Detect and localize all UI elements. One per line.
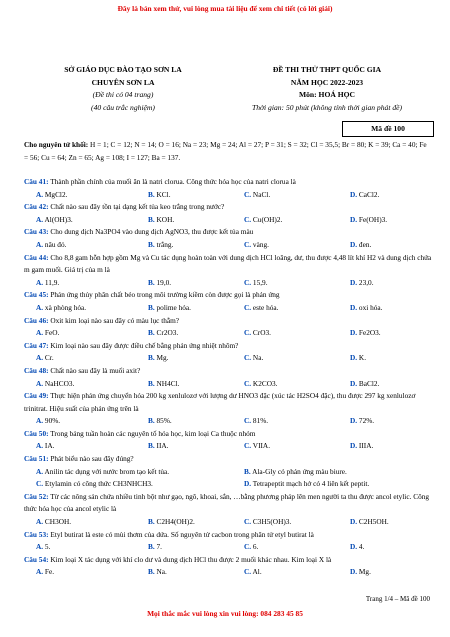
time-limit: Thời gian: 50 phút (không tính thời gian phát đề): [251, 102, 403, 112]
option-letter: A.: [36, 353, 44, 363]
answer-option[interactable]: [350, 327, 381, 340]
answer-option[interactable]: [36, 352, 54, 365]
option-text: Etylamin có công thức CH3NHCH3.: [43, 479, 153, 489]
option-letter: C.: [244, 239, 252, 249]
question-text: Etyl butirat là este có mùi thơm của dứa. Số nguyên tử cacbon trong phân tử etyl butirat là: [48, 529, 314, 539]
option-letter: A.: [36, 567, 44, 577]
question-number: Câu 52:: [24, 491, 49, 501]
question-number: Câu 43:: [24, 227, 49, 237]
question-stem: [24, 226, 434, 239]
option-text: IA.: [43, 441, 55, 451]
answer-options: [24, 352, 434, 365]
question-number: Câu 48:: [24, 365, 49, 375]
option-text: Fe2O3.: [357, 328, 381, 338]
answer-option[interactable]: [148, 327, 178, 340]
option-text: 7.: [154, 542, 162, 552]
atomic-masses-text: H = 1; C = 12; N = 14; O = 16; Na = 23; Mg = 24; Al = 27; P = 31; S = 32; Cl = 35,5; Br = 80; K = 39; Ca = 40; Fe = 56; Cu = 64; Zn = 65; Ag = 108; I = 127; Ba = 137.: [24, 140, 427, 162]
preview-banner: Đây là bản xem thử, vui lòng mua tài liệu để xem chi tiết (có lời giải): [117, 4, 333, 13]
question-stem: [24, 529, 434, 542]
option-letter: D.: [350, 302, 358, 312]
question-stem: [24, 289, 434, 302]
option-text: 72%.: [357, 416, 375, 426]
option-letter: C.: [36, 479, 44, 489]
option-text: 15,9.: [251, 277, 268, 287]
answer-option[interactable]: [244, 440, 270, 453]
option-letter: C.: [244, 567, 252, 577]
option-text: CH3OH.: [43, 517, 72, 527]
option-text: K.: [357, 353, 367, 363]
answer-options: [24, 541, 434, 554]
question-text: Cho dung dịch Na3PO4 vào dung dịch AgNO3, thu được kết tủa màu: [48, 227, 254, 237]
question-text: Cho 8,8 gam hỗn hợp gồm Mg và Cu tác dụng hoàn toàn với dung dịch HCl loãng, dư, thu được 4,48 lít khí H2 và dung dịch chứa m gam muối. Giá trị của m là: [24, 252, 432, 275]
option-text: vàng.: [251, 239, 269, 249]
option-text: NH4Cl.: [154, 378, 180, 388]
answer-option[interactable]: [36, 440, 54, 453]
option-letter: D.: [350, 239, 358, 249]
option-letter: A.: [36, 378, 44, 388]
answer-option[interactable]: [350, 302, 382, 315]
option-text: xà phòng hóa.: [43, 302, 87, 312]
answer-options: [24, 214, 434, 227]
question-text: Thành phần chính của muối ăn là natri clorua. Công thức hóa học của natri clorua là: [48, 177, 296, 186]
answer-options: [24, 239, 434, 252]
question-text: Oxit kim loại nào sau đây có màu lục thẫm?: [48, 315, 180, 325]
option-letter: D.: [350, 353, 358, 363]
option-text: KOH.: [154, 214, 175, 224]
answer-option[interactable]: [244, 378, 277, 391]
answer-option[interactable]: [244, 478, 369, 491]
option-text: K2CO3.: [251, 378, 278, 388]
option-text: C2H5OH.: [357, 517, 389, 527]
question-number: Câu 45:: [24, 290, 49, 300]
answer-option[interactable]: [36, 277, 59, 290]
question-stem: [24, 428, 434, 441]
answer-option[interactable]: [350, 566, 371, 579]
option-letter: B.: [148, 416, 155, 426]
option-letter: D.: [350, 441, 358, 451]
option-text: oxi hóa.: [357, 302, 383, 312]
answer-option[interactable]: [148, 352, 169, 365]
question-text: Thực hiện phản ứng chuyển hóa 200 kg xenlulozơ với lượng dư HNO3 đặc (xúc tác H2SO4 đặc), thu được 297 kg xenlulozơ trinitrat. Hiệu suất của phản ứng trên là: [24, 391, 416, 413]
option-letter: A.: [36, 239, 44, 249]
option-letter: A.: [36, 302, 44, 312]
answer-options: [24, 378, 434, 391]
option-text: Al.: [251, 567, 262, 577]
answer-option[interactable]: [350, 440, 373, 453]
option-letter: C.: [244, 189, 252, 199]
option-letter: C.: [244, 302, 252, 312]
question-list: [24, 176, 434, 579]
question-number: Câu 47:: [24, 340, 49, 350]
answer-option[interactable]: [244, 541, 258, 554]
exam-code-box: Mã đề 100: [342, 121, 434, 137]
answer-option[interactable]: [350, 239, 371, 252]
question-stem: [24, 176, 434, 189]
option-text: MgCl2.: [43, 189, 68, 199]
option-letter: B.: [148, 239, 155, 249]
option-letter: D.: [350, 517, 358, 527]
answer-option[interactable]: [148, 302, 191, 315]
option-text: Cr2O3.: [154, 328, 179, 338]
answer-option[interactable]: [36, 327, 59, 340]
option-letter: B.: [148, 567, 155, 577]
answer-option[interactable]: [36, 541, 50, 554]
option-text: este hóa.: [251, 302, 279, 312]
answer-options: [24, 327, 434, 340]
answer-option[interactable]: [36, 415, 60, 428]
option-letter: D.: [350, 189, 358, 199]
answer-option[interactable]: [148, 541, 162, 554]
option-text: C2H4(OH)2.: [154, 517, 195, 527]
answer-option[interactable]: [350, 415, 374, 428]
answer-option[interactable]: [148, 378, 179, 391]
option-text: CaCl2.: [357, 189, 380, 199]
answer-option[interactable]: [36, 239, 66, 252]
answer-option[interactable]: [148, 566, 167, 579]
option-letter: B.: [148, 378, 155, 388]
question-text: Chất nào sau đây tồn tại dạng kết tủa keo trắng trong nước?: [48, 202, 225, 212]
answer-options: [24, 478, 434, 491]
question-stem: [24, 340, 434, 353]
option-letter: B.: [148, 277, 155, 287]
answer-option[interactable]: [148, 415, 172, 428]
answer-options: [24, 302, 434, 315]
answer-option[interactable]: [244, 415, 268, 428]
option-text: 11,9.: [43, 277, 60, 287]
option-text: 85%.: [154, 416, 172, 426]
option-letter: B.: [148, 214, 155, 224]
question-text: Chất nào sau đây là muối axit?: [48, 365, 141, 375]
option-text: 90%.: [43, 416, 61, 426]
option-text: Anilin tác dụng với nước brom tạo kết tủa.: [43, 466, 170, 476]
answer-option[interactable]: [148, 239, 173, 252]
option-text: 5.: [43, 542, 51, 552]
option-letter: D.: [244, 479, 252, 489]
option-text: Tetrapeptit mạch hở có 4 liên kết peptit.: [251, 479, 370, 489]
option-letter: B.: [148, 441, 155, 451]
answer-options: [24, 189, 434, 202]
page-count-note: (Đề thi có 04 trang): [92, 90, 154, 100]
question-stem: [24, 365, 434, 378]
question-stem: [24, 453, 434, 466]
option-text: 19,0.: [154, 277, 172, 287]
option-letter: C.: [244, 277, 252, 287]
answer-options: [24, 516, 434, 529]
answer-option[interactable]: [350, 516, 389, 529]
answer-option[interactable]: [148, 214, 174, 227]
option-letter: A.: [36, 416, 44, 426]
question-stem: [24, 554, 434, 567]
answer-option[interactable]: [36, 189, 67, 202]
option-text: Na.: [251, 353, 264, 363]
option-letter: C.: [244, 328, 252, 338]
school-name: CHUYÊN SƠN LA: [91, 77, 155, 87]
option-text: KCl.: [154, 189, 171, 199]
option-text: BaCl2.: [357, 378, 380, 388]
answer-option[interactable]: [350, 352, 366, 365]
option-text: 23,0.: [357, 277, 374, 287]
option-text: FeO.: [43, 328, 60, 338]
answer-option[interactable]: [244, 189, 270, 202]
question-number: Câu 53:: [24, 529, 49, 539]
answer-option[interactable]: [244, 302, 278, 315]
question-number: Câu 46:: [24, 315, 49, 325]
option-letter: B.: [148, 542, 155, 552]
option-letter: A.: [36, 517, 44, 527]
answer-option[interactable]: [350, 378, 379, 391]
question-number: Câu 44:: [24, 252, 49, 262]
question-text: Phát biểu nào sau đây đúng?: [48, 454, 134, 464]
answer-option[interactable]: [36, 566, 54, 579]
answer-option[interactable]: [350, 214, 387, 227]
answer-option[interactable]: [36, 378, 74, 391]
option-text: Al(OH)3.: [43, 214, 73, 224]
question-text: Từ các nông sản chứa nhiều tinh bột như gạo, ngô, khoai, sắn, …bằng phương pháp lên men người ta thu được ancol etylic. Công thức hóa học của ancol etylic là: [24, 491, 430, 514]
option-letter: A.: [36, 466, 44, 476]
answer-option[interactable]: [350, 541, 364, 554]
question-text: Phản ứng thủy phân chất béo trong môi trường kiềm còn được gọi là phản ứng: [48, 290, 280, 300]
answer-option[interactable]: [148, 189, 171, 202]
option-letter: C.: [244, 441, 252, 451]
answer-options: [24, 466, 434, 479]
option-text: trắng.: [154, 239, 174, 249]
question-text: Kim loại X tác dụng với khí clo dư và dung dịch HCl thu được 2 muối khác nhau. Kim loại X là: [48, 554, 332, 564]
option-letter: A.: [36, 277, 44, 287]
answer-option[interactable]: [148, 440, 168, 453]
option-text: IIIA.: [357, 441, 374, 451]
option-letter: D.: [350, 416, 358, 426]
answer-option[interactable]: [350, 277, 374, 290]
question-stem: [24, 390, 434, 415]
option-letter: D.: [350, 378, 358, 388]
option-letter: C.: [244, 416, 252, 426]
contact-banner: Mọi thắc mắc vui lòng xin vui lòng: 084 283 45 85: [147, 609, 303, 618]
option-text: polime hóa.: [154, 302, 191, 312]
option-text: NaHCO3.: [43, 378, 75, 388]
option-text: VIIA.: [251, 441, 271, 451]
option-letter: B.: [148, 302, 155, 312]
question-stem: [24, 491, 434, 516]
option-text: Ala-Gly có phản ứng màu biure.: [250, 466, 347, 476]
answer-option[interactable]: [350, 189, 379, 202]
department-name: SỞ GIÁO DỤC ĐÀO TẠO SƠN LA: [64, 65, 182, 74]
answer-options: [24, 415, 434, 428]
option-letter: A.: [36, 441, 44, 451]
option-text: NaCl.: [251, 189, 271, 199]
answer-option[interactable]: [244, 352, 263, 365]
answer-option[interactable]: [36, 516, 71, 529]
question-number: Câu 42:: [24, 202, 49, 212]
option-letter: B.: [148, 517, 155, 527]
answer-options: [24, 277, 434, 290]
option-letter: B.: [244, 466, 251, 476]
option-letter: D.: [350, 214, 358, 224]
option-text: CrO3.: [251, 328, 271, 338]
option-letter: C.: [244, 517, 252, 527]
question-stem: [24, 315, 434, 328]
option-letter: C.: [244, 378, 252, 388]
question-number: Câu 41:: [24, 177, 49, 186]
school-year: NĂM HỌC 2022-2023: [290, 77, 364, 87]
option-letter: C.: [244, 214, 252, 224]
option-letter: B.: [148, 328, 155, 338]
option-letter: C.: [244, 353, 252, 363]
answer-option[interactable]: [148, 516, 195, 529]
option-text: Fe.: [43, 567, 55, 577]
option-letter: B.: [148, 353, 155, 363]
option-text: IIA.: [154, 441, 169, 451]
header-right: [222, 64, 432, 114]
option-text: 81%.: [251, 416, 269, 426]
atomic-masses: [24, 139, 432, 164]
answer-option[interactable]: [148, 277, 171, 290]
answer-option[interactable]: [36, 478, 153, 491]
option-letter: B.: [148, 189, 155, 199]
question-number: Câu 54:: [24, 554, 49, 564]
question-stem: [24, 252, 434, 277]
atomic-masses-label: Cho nguyên tử khối:: [24, 140, 89, 149]
option-letter: A.: [36, 189, 44, 199]
page-footer: Trang 1/4 – Mã đề 100: [365, 595, 430, 603]
option-text: Cu(OH)2.: [251, 214, 283, 224]
answer-option[interactable]: [244, 466, 347, 479]
answer-options: [24, 566, 434, 579]
header-left: [38, 64, 208, 114]
option-text: nâu đỏ.: [43, 239, 67, 249]
question-count-note: (40 câu trắc nghiệm): [91, 102, 155, 112]
exam-title: ĐỀ THI THỬ THPT QUỐC GIA: [272, 65, 382, 74]
answer-option[interactable]: [244, 327, 271, 340]
question-number: Câu 50:: [24, 428, 49, 438]
answer-options: [24, 440, 434, 453]
answer-option[interactable]: [244, 239, 269, 252]
option-letter: A.: [36, 542, 44, 552]
option-text: 6.: [251, 542, 259, 552]
answer-option[interactable]: [244, 566, 262, 579]
option-letter: C.: [244, 542, 252, 552]
question-number: Câu 49:: [24, 391, 49, 401]
option-letter: A.: [36, 214, 44, 224]
question-text: Kim loại nào sau đây được điều chế bằng phản ứng nhiệt nhôm?: [48, 340, 239, 350]
option-text: Mg.: [154, 353, 169, 363]
answer-option[interactable]: [36, 302, 86, 315]
answer-option[interactable]: [36, 214, 73, 227]
subject: Môn: HOÁ HỌC: [298, 90, 356, 100]
option-text: 4.: [357, 542, 365, 552]
option-letter: D.: [350, 567, 358, 577]
option-letter: A.: [36, 328, 44, 338]
option-letter: D.: [350, 328, 358, 338]
option-text: C3H5(OH)3.: [251, 517, 292, 527]
option-letter: D.: [350, 542, 358, 552]
answer-option[interactable]: [244, 516, 291, 529]
option-text: Cr.: [43, 353, 54, 363]
question-text: Trong bảng tuần hoàn các nguyên tố hóa học, kim loại Ca thuộc nhóm: [48, 428, 256, 438]
option-letter: D.: [350, 277, 358, 287]
option-text: Na.: [154, 567, 167, 577]
answer-option[interactable]: [244, 214, 282, 227]
answer-option[interactable]: [244, 277, 268, 290]
option-text: Fe(OH)3.: [357, 214, 388, 224]
option-text: Mg.: [357, 567, 371, 577]
question-stem: [24, 201, 434, 214]
option-text: đen.: [357, 239, 372, 249]
question-number: Câu 51:: [24, 454, 49, 464]
answer-option[interactable]: [36, 466, 169, 479]
